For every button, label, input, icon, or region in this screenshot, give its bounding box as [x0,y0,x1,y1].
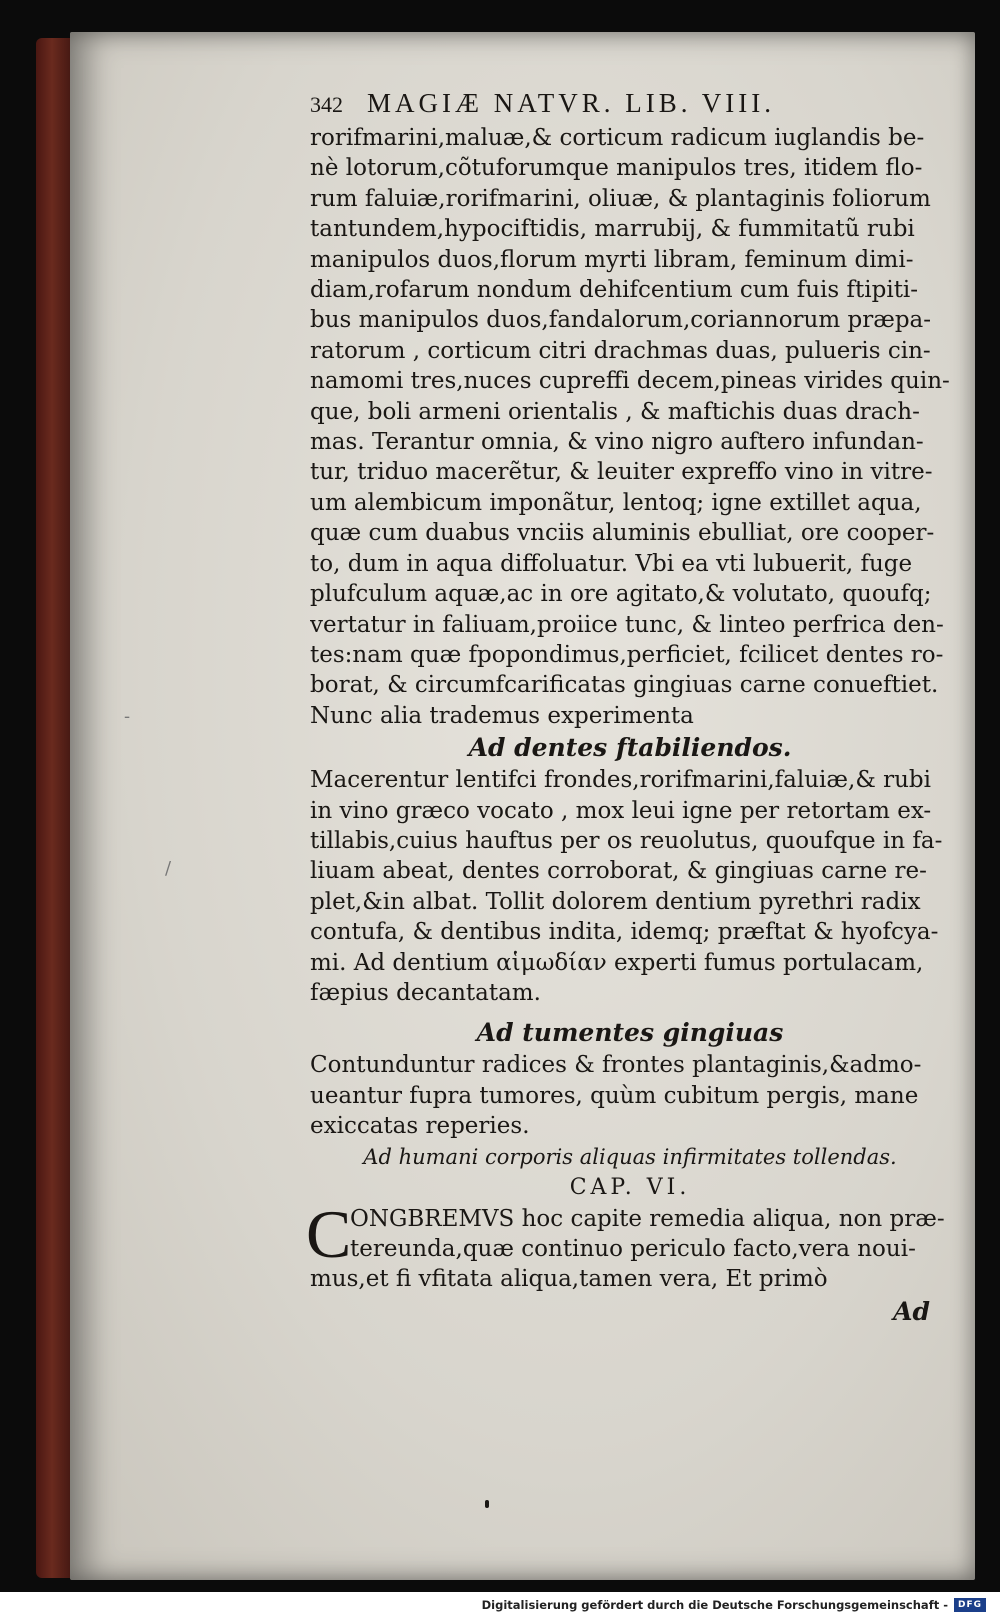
footer-credit: Digitalisierung gefördert durch die Deutsche Forschungsgemeinschaft - [481,1598,948,1612]
running-head-title: MAGIÆ NATVR. LIB. VIII. [367,88,775,118]
text-line: ratorum , corticum citri drachmas duas, pulueris cin- [310,337,931,364]
text-line: plet,&in albat. Tollit dolorem dentium pyrethri radix [310,888,921,915]
text-line: tillabis,cuius hauftus per os reuolutus, quoufque in fa- [310,827,943,854]
running-head [310,88,950,119]
paragraph-3 [310,1050,950,1141]
text-line: quæ cum duabus vnciis aluminis ebulliat, ore cooper- [310,520,935,547]
text-line: vertatur in faliuam,proiice tunc, & linteo perfrica den- [310,611,944,638]
text-line: tur, triduo macerẽtur, & leuiter expreffo vino in vitre- [310,459,933,486]
dfg-logo: DFG [954,1598,986,1612]
text-line: mus,et fi vfitata aliqua,tamen vera, Et primò [310,1266,828,1293]
text-line: rum faluiæ,rorifmarini, oliuæ, & plantaginis foliorum [310,185,931,212]
paragraph-2 [310,765,950,1008]
section-heading-teeth: Ad dentes ftabiliendos. [468,733,792,763]
text-line: fæpius decantatam. [310,979,541,1006]
catchword: Ad [893,1296,930,1326]
text-line: manipulos duos,florum myrti libram, feminum dimi- [310,246,914,273]
chapter-label: CAP. VI. [569,1174,691,1200]
page-number: 342 [310,92,343,117]
text-line: to, dum in aqua diffoluatur. Vbi ea vti lubuerit, fuge [310,550,913,577]
text-line: in vino græco vocato , mox leui igne per retortam ex- [310,797,932,824]
drop-cap: C [306,1195,352,1272]
text-line: ONGBREMVS hoc capite remedia aliqua, non præ- [350,1205,945,1232]
section-heading-gums: Ad tumentes gingiuas [476,1018,784,1048]
text-line: exiccatas reperies. [310,1113,530,1140]
text-line: ueantur fupra tumores, quùm cubitum pergis, mane [310,1082,919,1109]
text-line: tantundem,hypociftidis, marrubij, & fummitatũ rubi [310,216,915,243]
text-line: bus manipulos duos,fandalorum,coriannorum præpa- [310,307,932,334]
text-line: liuam abeat, dentes corroborat, & gingiuas carne re- [310,858,927,885]
text-line: nè lotorum,cõtuforumque manipulos tres, itidem flo- [310,155,923,182]
page-mark [485,1500,489,1508]
text-line: plufculum aquæ,ac in ore agitato,& volutato, quoufq; [310,581,932,608]
text-line: mas. Terantur omnia, & vino nigro auftero infundan- [310,429,924,456]
text-line: borat, & circumfcarificatas gingiuas carne conueftiet. [310,672,939,699]
margin-mark: - [124,706,131,727]
text-line: tereunda,quæ continuo periculo facto,vera noui- [350,1236,916,1262]
digitization-footer [0,1592,1000,1618]
text-line: que, boli armeni orientalis , & maftichis duas drach- [310,398,920,425]
text-line: Nunc alia trademus experimenta [310,702,694,729]
text-line: contufa, & dentibus indita, idemq; præftat & hyofcya- [310,919,939,946]
text-line: tes:nam quæ fpopondimus,perficiet, fcilicet dentes ro- [310,641,944,668]
text-block [306,88,950,1326]
text-line: um alembicum imponãtur, lentoq; igne extillet aqua, [310,489,922,516]
text-line: Macerentur lentifci frondes,rorifmarini,faluiæ,& rubi [310,767,931,794]
text-line: diam,rofarum nondum dehifcentium cum fuis ftipiti- [310,277,919,304]
paragraph-1 [310,123,950,731]
margin-mark: / [165,858,172,879]
text-line: namomi tres,nuces cupreffi decem,pineas virides quin- [310,368,950,395]
chapter-opening [306,1195,950,1295]
text-line: Contunduntur radices & frontes plantaginis,&admo- [310,1052,922,1079]
text-line: rorifmarini,maluæ,& corticum radicum iuglandis be- [310,125,925,151]
chapter-title: Ad humani corporis aliquas infirmitates tollendas. [363,1144,897,1169]
text-line: mi. Ad dentium αἱμωδίαν experti fumus portulacam, [310,949,924,976]
